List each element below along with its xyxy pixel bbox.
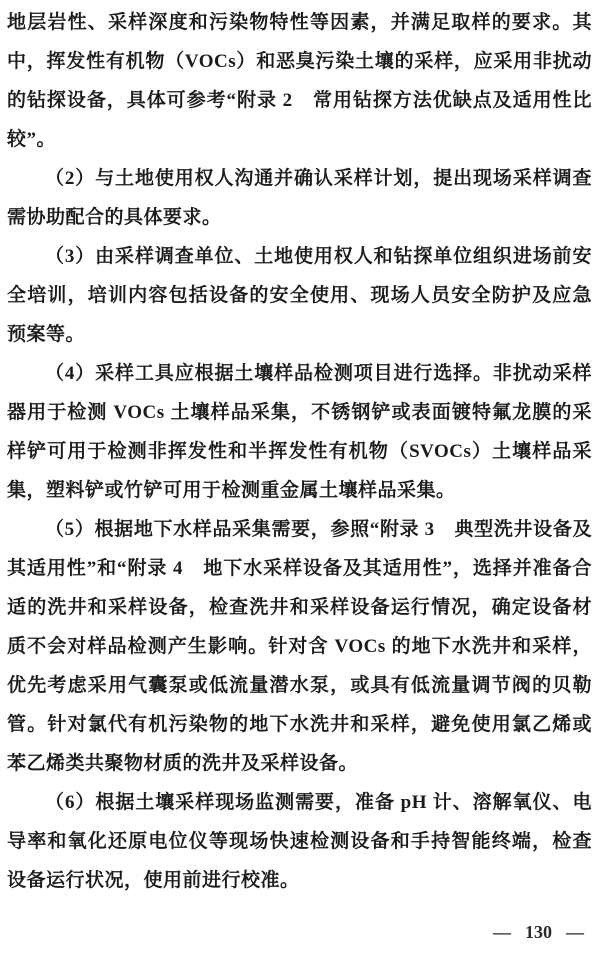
text-line: 器用于检测 VOCs 土壤样品采集，不锈钢铲或表面镀特氟龙膜的采 bbox=[7, 402, 592, 423]
page-number-value: 130 bbox=[525, 922, 552, 942]
text-line: 地层岩性、采样深度和污染物特性等因素，并满足取样的要求。其 bbox=[7, 12, 592, 33]
text-line: 较”。 bbox=[7, 129, 57, 150]
text-line: 管。针对氯代有机污染物的地下水洗井和采样，避免使用氯乙烯或 bbox=[7, 714, 592, 735]
text-line: 的钻探设备，具体可参考“附录 2 常用钻探方法优缺点及适用性比 bbox=[7, 90, 592, 111]
text-line: 全培训，培训内容包括设备的安全使用、现场人员安全防护及应急 bbox=[7, 285, 592, 306]
text-line: 苯乙烯类共聚物材质的洗井及采样设备。 bbox=[7, 753, 359, 774]
text-line: 优先考虑采用气囊泵或低流量潜水泵，或具有低流量调节阀的贝勒 bbox=[7, 675, 592, 696]
text-line: 适的洗井和采样设备，检查洗井和采样设备运行情况，确定设备材 bbox=[7, 597, 592, 618]
text-line: （4）采样工具应根据土壤样品检测项目进行选择。非扰动采样 bbox=[45, 363, 592, 384]
page-number-right-dash: — bbox=[566, 922, 584, 942]
text-line: 需协助配合的具体要求。 bbox=[7, 207, 222, 228]
text-line: （2）与土地使用权人沟通并确认采样计划，提出现场采样调查 bbox=[45, 168, 592, 189]
text-line: 中，挥发性有机物（VOCs）和恶臭污染土壤的采样，应采用非扰动 bbox=[7, 51, 592, 72]
text-line: 设备运行状况，使用前进行校准。 bbox=[7, 870, 300, 891]
text-line: 样铲可用于检测非挥发性和半挥发性有机物（SVOCs）土壤样品采 bbox=[7, 441, 592, 462]
text-line: 质不会对样品检测产生影响。针对含 VOCs 的地下水洗井和采样， bbox=[7, 636, 592, 657]
text-line: 集，塑料铲或竹铲可用于检测重金属土壤样品采集。 bbox=[7, 480, 456, 501]
text-line: （3）由采样调查单位、土地使用权人和钻探单位组织进场前安 bbox=[45, 246, 592, 267]
page-number bbox=[493, 922, 584, 943]
text-line: 其适用性”和“附录 4 地下水采样设备及其适用性”，选择并准备合 bbox=[7, 558, 592, 579]
text-line: 预案等。 bbox=[7, 324, 86, 345]
text-line: （6）根据土壤采样现场监测需要，准备 pH 计、溶解氧仪、电 bbox=[45, 792, 592, 813]
text-line: （5）根据地下水样品采集需要，参照“附录 3 典型洗井设备及 bbox=[45, 519, 592, 540]
text-line: 导率和氧化还原电位仪等现场快速检测设备和手持智能终端，检查 bbox=[7, 831, 592, 852]
page-number-left-dash: — bbox=[493, 922, 511, 942]
